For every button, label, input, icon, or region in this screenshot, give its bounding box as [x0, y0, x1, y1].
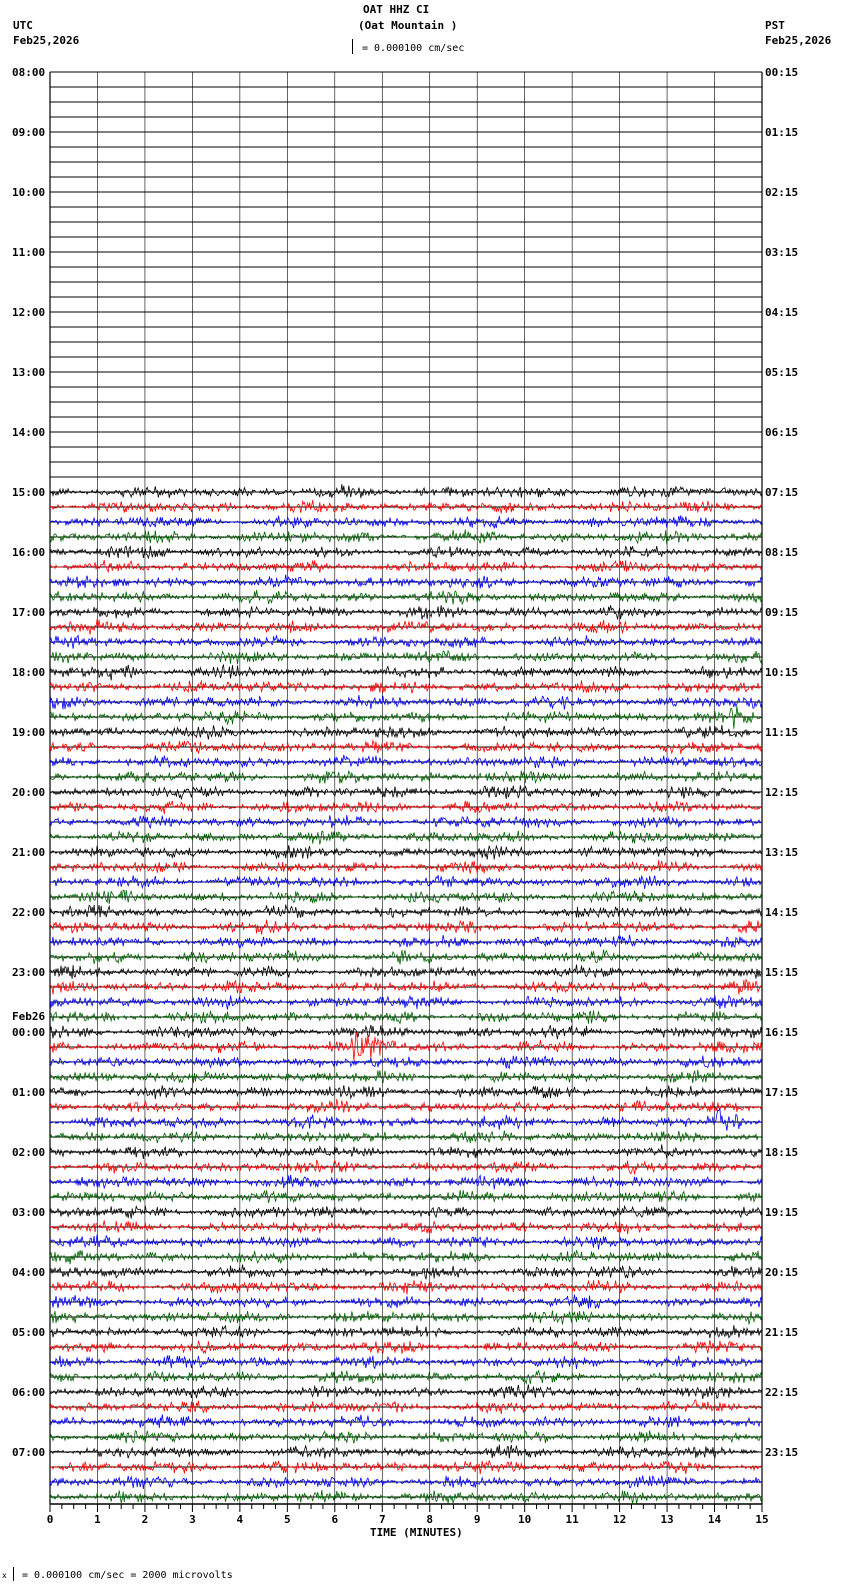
pst-hour-label: 00:15	[765, 66, 799, 79]
pst-hour-label: 22:15	[765, 1386, 799, 1399]
utc-hour-label: 10:00	[12, 186, 46, 199]
utc-hour-label: 15:00	[12, 486, 46, 499]
footer-scale-text: = 0.000100 cm/sec = 2000 microvolts	[22, 1570, 233, 1581]
utc-hour-label: 21:00	[12, 846, 46, 859]
date-change-label: Feb26	[12, 1010, 46, 1023]
seismic-trace	[50, 560, 762, 573]
pst-hour-label: 11:15	[765, 726, 799, 739]
seismic-trace	[50, 651, 762, 664]
pst-hour-label: 09:15	[765, 606, 799, 619]
seismic-trace	[50, 1190, 762, 1203]
utc-hour-label: 11:00	[12, 246, 46, 259]
left-timezone: UTC	[13, 19, 33, 32]
utc-hour-label: 17:00	[12, 606, 46, 619]
pst-hour-label: 04:15	[765, 306, 799, 319]
pst-hour-label: 16:15	[765, 1026, 799, 1039]
seismic-trace	[50, 1295, 762, 1309]
utc-hour-label: 04:00	[12, 1266, 46, 1279]
pst-hour-label: 23:15	[765, 1446, 799, 1459]
pst-hour-label: 15:15	[765, 966, 799, 979]
utc-hour-label: 06:00	[12, 1386, 46, 1399]
utc-hour-label: 08:00	[12, 66, 46, 79]
seismic-trace	[50, 1206, 762, 1219]
utc-hour-label: 12:00	[12, 306, 46, 319]
utc-hour-label: 13:00	[12, 366, 46, 379]
pst-hour-label: 06:15	[765, 426, 799, 439]
seismic-trace	[50, 890, 762, 904]
x-tick-label: 8	[426, 1513, 434, 1526]
pst-hour-label: 14:15	[765, 906, 799, 919]
x-tick-label: 9	[473, 1513, 481, 1526]
x-tick-label: 12	[612, 1513, 627, 1526]
right-timezone: PST	[765, 19, 785, 32]
pst-hour-label: 17:15	[765, 1086, 799, 1099]
seismic-trace	[50, 801, 762, 814]
pst-hour-label: 01:15	[765, 126, 799, 139]
pst-hour-label: 05:15	[765, 366, 799, 379]
utc-hour-label: 14:00	[12, 426, 46, 439]
x-tick-label: 15	[755, 1513, 769, 1526]
seismic-trace	[50, 741, 762, 754]
x-tick-label: 11	[565, 1513, 579, 1526]
seismic-trace	[50, 935, 762, 948]
pst-hour-label: 18:15	[765, 1146, 799, 1159]
x-tick-label: 2	[141, 1513, 149, 1526]
x-axis-label: TIME (MINUTES)	[370, 1526, 463, 1539]
scale-text: = 0.000100 cm/sec	[362, 43, 465, 54]
footer-scale-bar-icon	[13, 1567, 14, 1581]
x-tick-label: 3	[189, 1513, 196, 1526]
utc-hour-label: 22:00	[12, 906, 46, 919]
utc-hour-label: 01:00	[12, 1086, 46, 1099]
left-date: Feb25,2026	[13, 34, 80, 47]
seismic-trace	[50, 665, 762, 681]
utc-hour-label: 16:00	[12, 546, 46, 559]
seismic-trace	[50, 484, 762, 498]
utc-hour-label: 20:00	[12, 786, 46, 799]
utc-hour-label: 23:00	[12, 966, 46, 979]
seismic-trace	[50, 950, 762, 965]
utc-hour-label: 05:00	[12, 1326, 46, 1339]
seismic-trace	[50, 1311, 762, 1325]
seismic-trace	[50, 1400, 762, 1414]
utc-hour-label: 03:00	[12, 1206, 46, 1219]
pst-hour-label: 13:15	[765, 846, 799, 859]
footer-marker: x	[2, 1571, 7, 1580]
pst-hour-label: 02:15	[765, 186, 799, 199]
pst-hour-label: 08:15	[765, 546, 799, 559]
utc-hour-label: 19:00	[12, 726, 46, 739]
x-tick-label: 6	[331, 1513, 339, 1526]
station-title: OAT HHZ CI	[363, 3, 430, 16]
seismic-trace	[50, 905, 762, 918]
pst-hour-label: 12:15	[765, 786, 799, 799]
x-tick-label: 7	[378, 1513, 386, 1526]
utc-hour-label: 00:00	[12, 1026, 46, 1039]
x-tick-label: 0	[46, 1513, 54, 1526]
seismic-trace	[50, 546, 762, 558]
x-tick-label: 1	[94, 1513, 101, 1526]
pst-hour-label: 10:15	[765, 666, 799, 679]
x-tick-label: 10	[518, 1513, 532, 1526]
seismic-trace	[50, 1108, 762, 1130]
pst-hour-label: 03:15	[765, 246, 799, 259]
x-tick-label: 4	[236, 1513, 244, 1526]
seismic-trace	[50, 1070, 762, 1083]
seismic-trace	[50, 575, 762, 589]
pst-hour-label: 20:15	[765, 1266, 799, 1279]
seismic-trace	[50, 1250, 762, 1264]
x-tick-label: 13	[660, 1513, 674, 1526]
pst-hour-label: 07:15	[765, 486, 799, 499]
pst-hour-label: 19:15	[765, 1206, 799, 1219]
station-name: (Oat Mountain )	[358, 19, 458, 32]
utc-hour-label: 18:00	[12, 666, 46, 679]
utc-hour-label: 02:00	[12, 1146, 46, 1159]
seismic-trace	[50, 1099, 762, 1113]
x-tick-label: 14	[707, 1513, 722, 1526]
seismic-trace	[50, 831, 762, 845]
seismic-trace	[50, 1235, 762, 1250]
right-date: Feb25,2026	[765, 34, 832, 47]
x-tick-label: 5	[284, 1513, 291, 1526]
pst-hour-label: 21:15	[765, 1326, 799, 1339]
utc-hour-label: 07:00	[12, 1446, 46, 1459]
utc-hour-label: 09:00	[12, 126, 46, 139]
seismic-trace	[50, 1414, 762, 1428]
